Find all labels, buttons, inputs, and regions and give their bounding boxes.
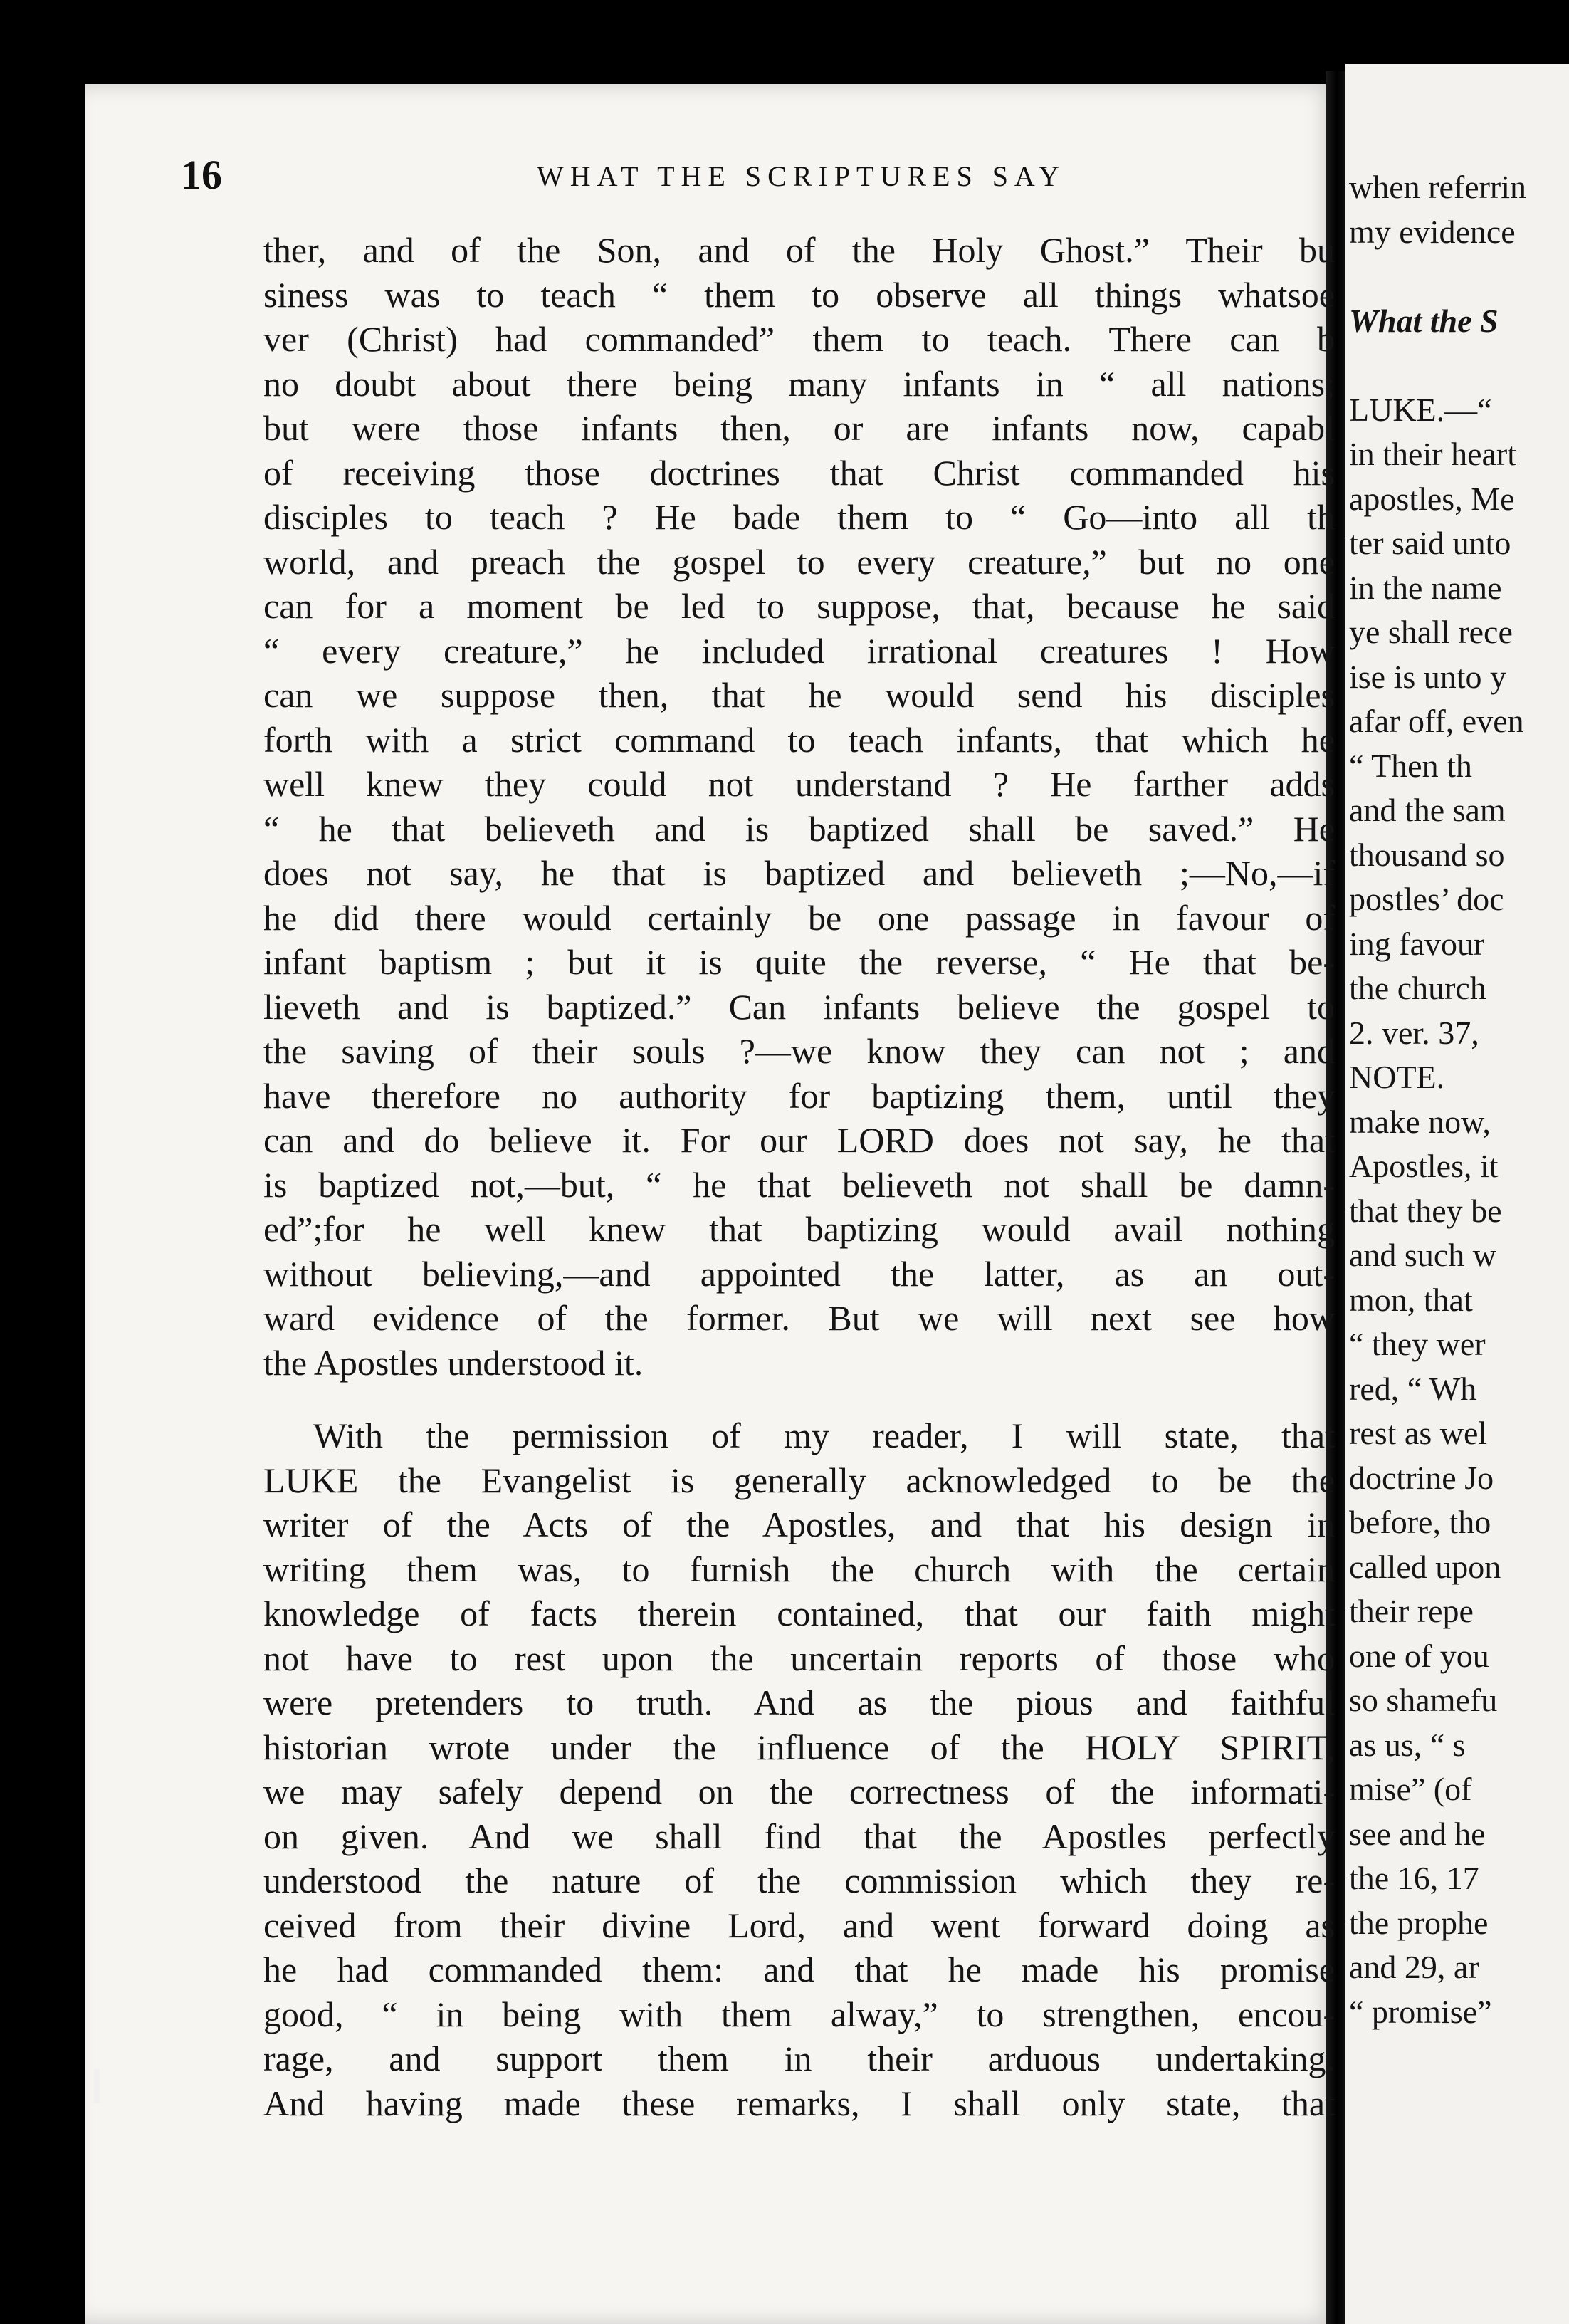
text-line: not have to rest upon the uncertain reports of those who	[263, 1638, 1335, 1678]
text-line: “ every creature,” he included irrational creatures ! How	[263, 630, 1335, 671]
text-line: “ he that believeth and is baptized shall be saved.” He	[263, 808, 1335, 849]
text-line: writer of the Acts of the Apostles, and that his design in	[263, 1504, 1335, 1544]
text-line: so shamefu	[1349, 1682, 1498, 1718]
text-line: world, and preach the gospel to every creature,” but no one	[263, 541, 1335, 582]
text-line: the church	[1349, 970, 1486, 1006]
text-line: red, “ Wh	[1349, 1370, 1477, 1407]
text-line: the prophe	[1349, 1904, 1489, 1941]
text-line: historian wrote under the influence of the HOLY SPIRIT,	[263, 1727, 1335, 1767]
text-line: apostles, Me	[1349, 480, 1515, 517]
text-line: ye shall rece	[1349, 614, 1513, 650]
text-line: postles’ doc	[1349, 881, 1504, 917]
text-line: ther, and of the Son, and of the Holy Ghost.” Their bu	[263, 230, 1335, 270]
text-line: when referrin	[1349, 169, 1527, 205]
text-line: have therefore no authority for baptizing them, until they	[263, 1075, 1335, 1116]
text-line: lieveth and is baptized.” Can infants believe the gospel to	[263, 986, 1335, 1027]
text-line: ing favour	[1349, 925, 1485, 962]
page-header	[181, 151, 1348, 215]
text-line: “ they wer	[1349, 1326, 1486, 1362]
text-line: ward evidence of the former. But we will next see how	[263, 1298, 1335, 1338]
text-line: we may safely depend on the correctness of the informati-	[263, 1771, 1335, 1811]
text-line: the 16, 17	[1349, 1860, 1479, 1896]
text-line: and such w	[1349, 1237, 1496, 1273]
text-line: rage, and support them in their arduous undertaking.	[263, 2038, 1335, 2078]
text-line: LUKE.—“	[1349, 391, 1492, 428]
text-line: before, tho	[1349, 1504, 1491, 1540]
page-edge-mark	[94, 2069, 100, 2103]
text-line: 2. ver. 37,	[1349, 1014, 1479, 1051]
text-line: called upon	[1349, 1548, 1501, 1585]
text-line: is baptized not,—but, “ he that believeth not shall be damn-	[263, 1164, 1335, 1205]
text-line: can and do believe it. For our LORD does not say, he that	[263, 1120, 1335, 1160]
text-line: make now,	[1349, 1103, 1491, 1140]
text-line: the Apostles understood it.	[263, 1342, 644, 1383]
text-line: and the sam	[1349, 792, 1506, 828]
text-line: “ Then th	[1349, 747, 1472, 784]
text-line: Apostles, it	[1349, 1148, 1499, 1184]
text-line: thousand so	[1349, 836, 1505, 873]
paragraph-1	[263, 228, 1335, 1385]
text-line: writing them was, to furnish the church with the certain	[263, 1549, 1335, 1589]
text-line: disciples to teach ? He bade them to “ Go—into all th	[263, 497, 1335, 537]
text-line: can for a moment be led to suppose, that, because he said	[263, 586, 1335, 626]
text-line: in the name	[1349, 569, 1502, 606]
text-line: he had commanded them: and that he made his promise	[263, 1949, 1335, 1989]
text-line: ter said unto	[1349, 525, 1511, 561]
text-line: he did there would certainly be one passage in favour of	[263, 897, 1335, 938]
text-line: their repe	[1349, 1593, 1474, 1629]
text-line: infant baptism ; but it is quite the reverse, “ He that be-	[263, 942, 1335, 982]
text-line: one of you	[1349, 1637, 1489, 1674]
text-line: and 29, ar	[1349, 1949, 1479, 1985]
text-line: doctrine Jo	[1349, 1459, 1494, 1496]
text-line: of receiving those doctrines that Christ commanded his	[263, 452, 1335, 493]
text-line: but were those infants then, or are infants now, capabl	[263, 408, 1335, 448]
text-line: that they be	[1349, 1192, 1502, 1229]
text-line: siness was to teach “ them to observe all things whatsoe	[263, 274, 1335, 315]
text-line: rest as wel	[1349, 1415, 1488, 1451]
text-line: afar off, even	[1349, 703, 1524, 739]
text-line: the saving of their souls ?—we know they can not ; and	[263, 1031, 1335, 1071]
text-line: can we suppose then, that he would send his disciples	[263, 675, 1335, 715]
text-line: see and he	[1349, 1815, 1486, 1852]
text-line: my evidence	[1349, 213, 1516, 250]
text-line: mise” (of	[1349, 1771, 1472, 1807]
text-line: does not say, he that is baptized and believeth ;—No,—if	[263, 853, 1335, 893]
text-line: mon, that	[1349, 1281, 1473, 1318]
running-head: WHAT THE SCRIPTURES SAY	[537, 160, 1066, 192]
text-line: on given. And we shall find that the Apostles perfectly	[263, 1816, 1335, 1856]
text-line: as us, “ s	[1349, 1726, 1466, 1763]
text-line: in their heart	[1349, 436, 1517, 472]
left-page-body	[263, 228, 1335, 2125]
text-line: ise is unto y	[1349, 658, 1507, 695]
text-line: without believing,—and appointed the latter, as an out-	[263, 1253, 1335, 1294]
blank-line	[1349, 343, 1569, 388]
text-line: understood the nature of the commission which they re-	[263, 1860, 1335, 1900]
text-line: ceived from their divine Lord, and went forward doing as	[263, 1905, 1335, 1945]
section-heading: What the S	[1349, 302, 1499, 339]
blank-line	[1349, 254, 1569, 299]
page-number: 16	[181, 152, 222, 198]
text-line: knowledge of facts therein contained, that our faith might	[263, 1593, 1335, 1633]
paragraph-2	[263, 1413, 1335, 2125]
right-page-body	[1349, 165, 1569, 2034]
text-line: NOTE.	[1349, 1059, 1445, 1095]
text-line: good, “ in being with them alway,” to strengthen, encou-	[263, 1994, 1335, 2034]
text-line: With the permission of my reader, I will state, that	[313, 1415, 1335, 1455]
text-line: ed”;for he well knew that baptizing would avail nothing	[263, 1209, 1335, 1249]
text-line: well knew they could not understand ? He farther adds	[263, 764, 1335, 804]
text-line: And having made these remarks, I shall only state, that	[263, 2083, 1335, 2123]
text-line: no doubt about there being many infants in “ all nations;	[263, 363, 1335, 404]
text-line: LUKE the Evangelist is generally acknowledged to be the	[263, 1460, 1335, 1500]
text-line: “ promise”	[1349, 1993, 1492, 2030]
text-line: were pretenders to truth. And as the pious and faithful	[263, 1682, 1335, 1722]
text-line: forth with a strict command to teach infants, that which he	[263, 719, 1335, 760]
text-line: ver (Christ) had commanded” them to teach. There can b	[263, 319, 1335, 359]
